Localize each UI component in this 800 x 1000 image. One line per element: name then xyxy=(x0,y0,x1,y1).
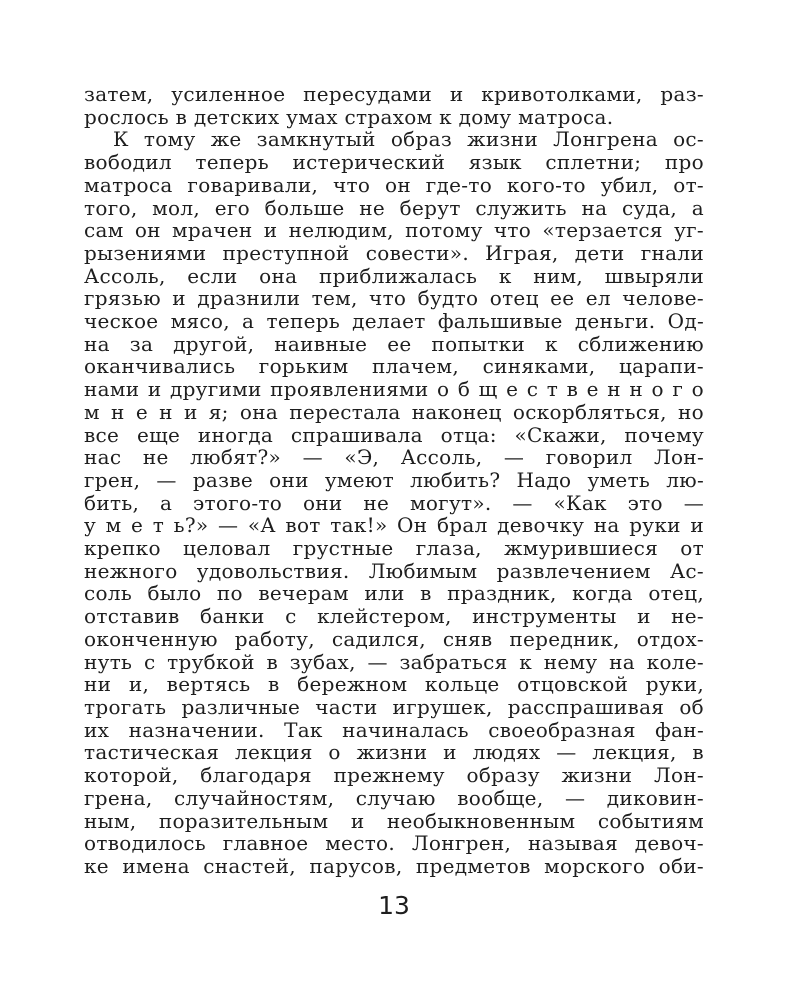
text-line: ни и, вертясь в бережном кольце отцовской руки, xyxy=(84,672,704,697)
text-line: матроса говаривали, что он где-то кого-то убил, от- xyxy=(84,172,704,197)
text-line: рызениями преступной совести». Играя, дети гнали xyxy=(84,240,704,265)
text-line: оконченную работу, садился, сняв передник, отдох- xyxy=(84,626,704,651)
text-line: грязью и дразнили тем, что будто отец ее ел челове- xyxy=(84,286,704,311)
page-number: 13 xyxy=(378,891,410,920)
text-line: вободил теперь истерический язык сплетни; про xyxy=(84,150,704,175)
text-line: нас не любят?» — «Э, Ассоль, — говорил Лон- xyxy=(84,445,704,470)
text-line: нами и другими проявлениями о б щ е с т в е н н о г о xyxy=(84,377,704,402)
text-line: оканчивались горьким плачем, синяками, царапи- xyxy=(84,354,704,379)
text-line: соль было по вечерам или в праздник, когда отец, xyxy=(84,581,704,606)
text-line: крепко целовал грустные глаза, жмурившиеся от xyxy=(84,536,704,561)
text-line: на за другой, наивные ее попытки к сближению xyxy=(84,331,704,356)
text-line: нежного удовольствия. Любимым развлечением Ас- xyxy=(84,558,704,583)
text-line: которой, благодаря прежнему образу жизни Лон- xyxy=(84,763,704,788)
text-line: все еще иногда спрашивала отца: «Скажи, почему xyxy=(84,422,704,447)
text-line: отводилось главное место. Лонгрен, называя девоч- xyxy=(84,831,704,856)
text-line: ке имена снастей, парусов, предметов морского оби- xyxy=(84,853,704,878)
text-line: м н е н и я; она перестала наконец оскорбляться, но xyxy=(84,399,704,424)
text-line: бить, а этого-то они не могут». — «Как это — xyxy=(84,490,704,515)
text-line: того, мол, его больше не берут служить на суда, а xyxy=(84,195,704,220)
text-line: грен, — разве они умеют любить? Надо уметь лю- xyxy=(84,467,704,492)
text-line: нуть с трубкой в зубах, — забраться к нему на коле- xyxy=(84,649,704,674)
book-page-text xyxy=(84,83,704,878)
text-line: сам он мрачен и нелюдим, потому что «терзается уг- xyxy=(84,218,704,243)
text-line: трогать различные части игрушек, расспрашивая об xyxy=(84,694,704,719)
text-line: отставив банки с клейстером, инструменты и не- xyxy=(84,604,704,629)
text-line: К тому же замкнутый образ жизни Лонгрена ос- xyxy=(113,127,704,152)
text-line: ным, поразительным и необыкновенным событиям xyxy=(84,808,704,833)
text-line: их назначении. Так начиналась своеобразная фан- xyxy=(84,717,704,742)
text-line: грена, случайностям, случаю вообще, — диковин- xyxy=(84,785,704,810)
text-line: ческое мясо, а теперь делает фальшивые деньги. Од- xyxy=(84,309,704,334)
text-line: тастическая лекция о жизни и людях — лекция, в xyxy=(84,740,704,765)
text-line: у м е т ь?» — «А вот так!» Он брал девочку на руки и xyxy=(84,513,704,538)
text-line: Ассоль, если она приближалась к ним, швыряли xyxy=(84,263,704,288)
text-line: затем, усиленное пересудами и кривотолками, раз- xyxy=(84,82,704,106)
text-line: рослось в детских умах страхом к дому матроса. xyxy=(84,104,614,129)
